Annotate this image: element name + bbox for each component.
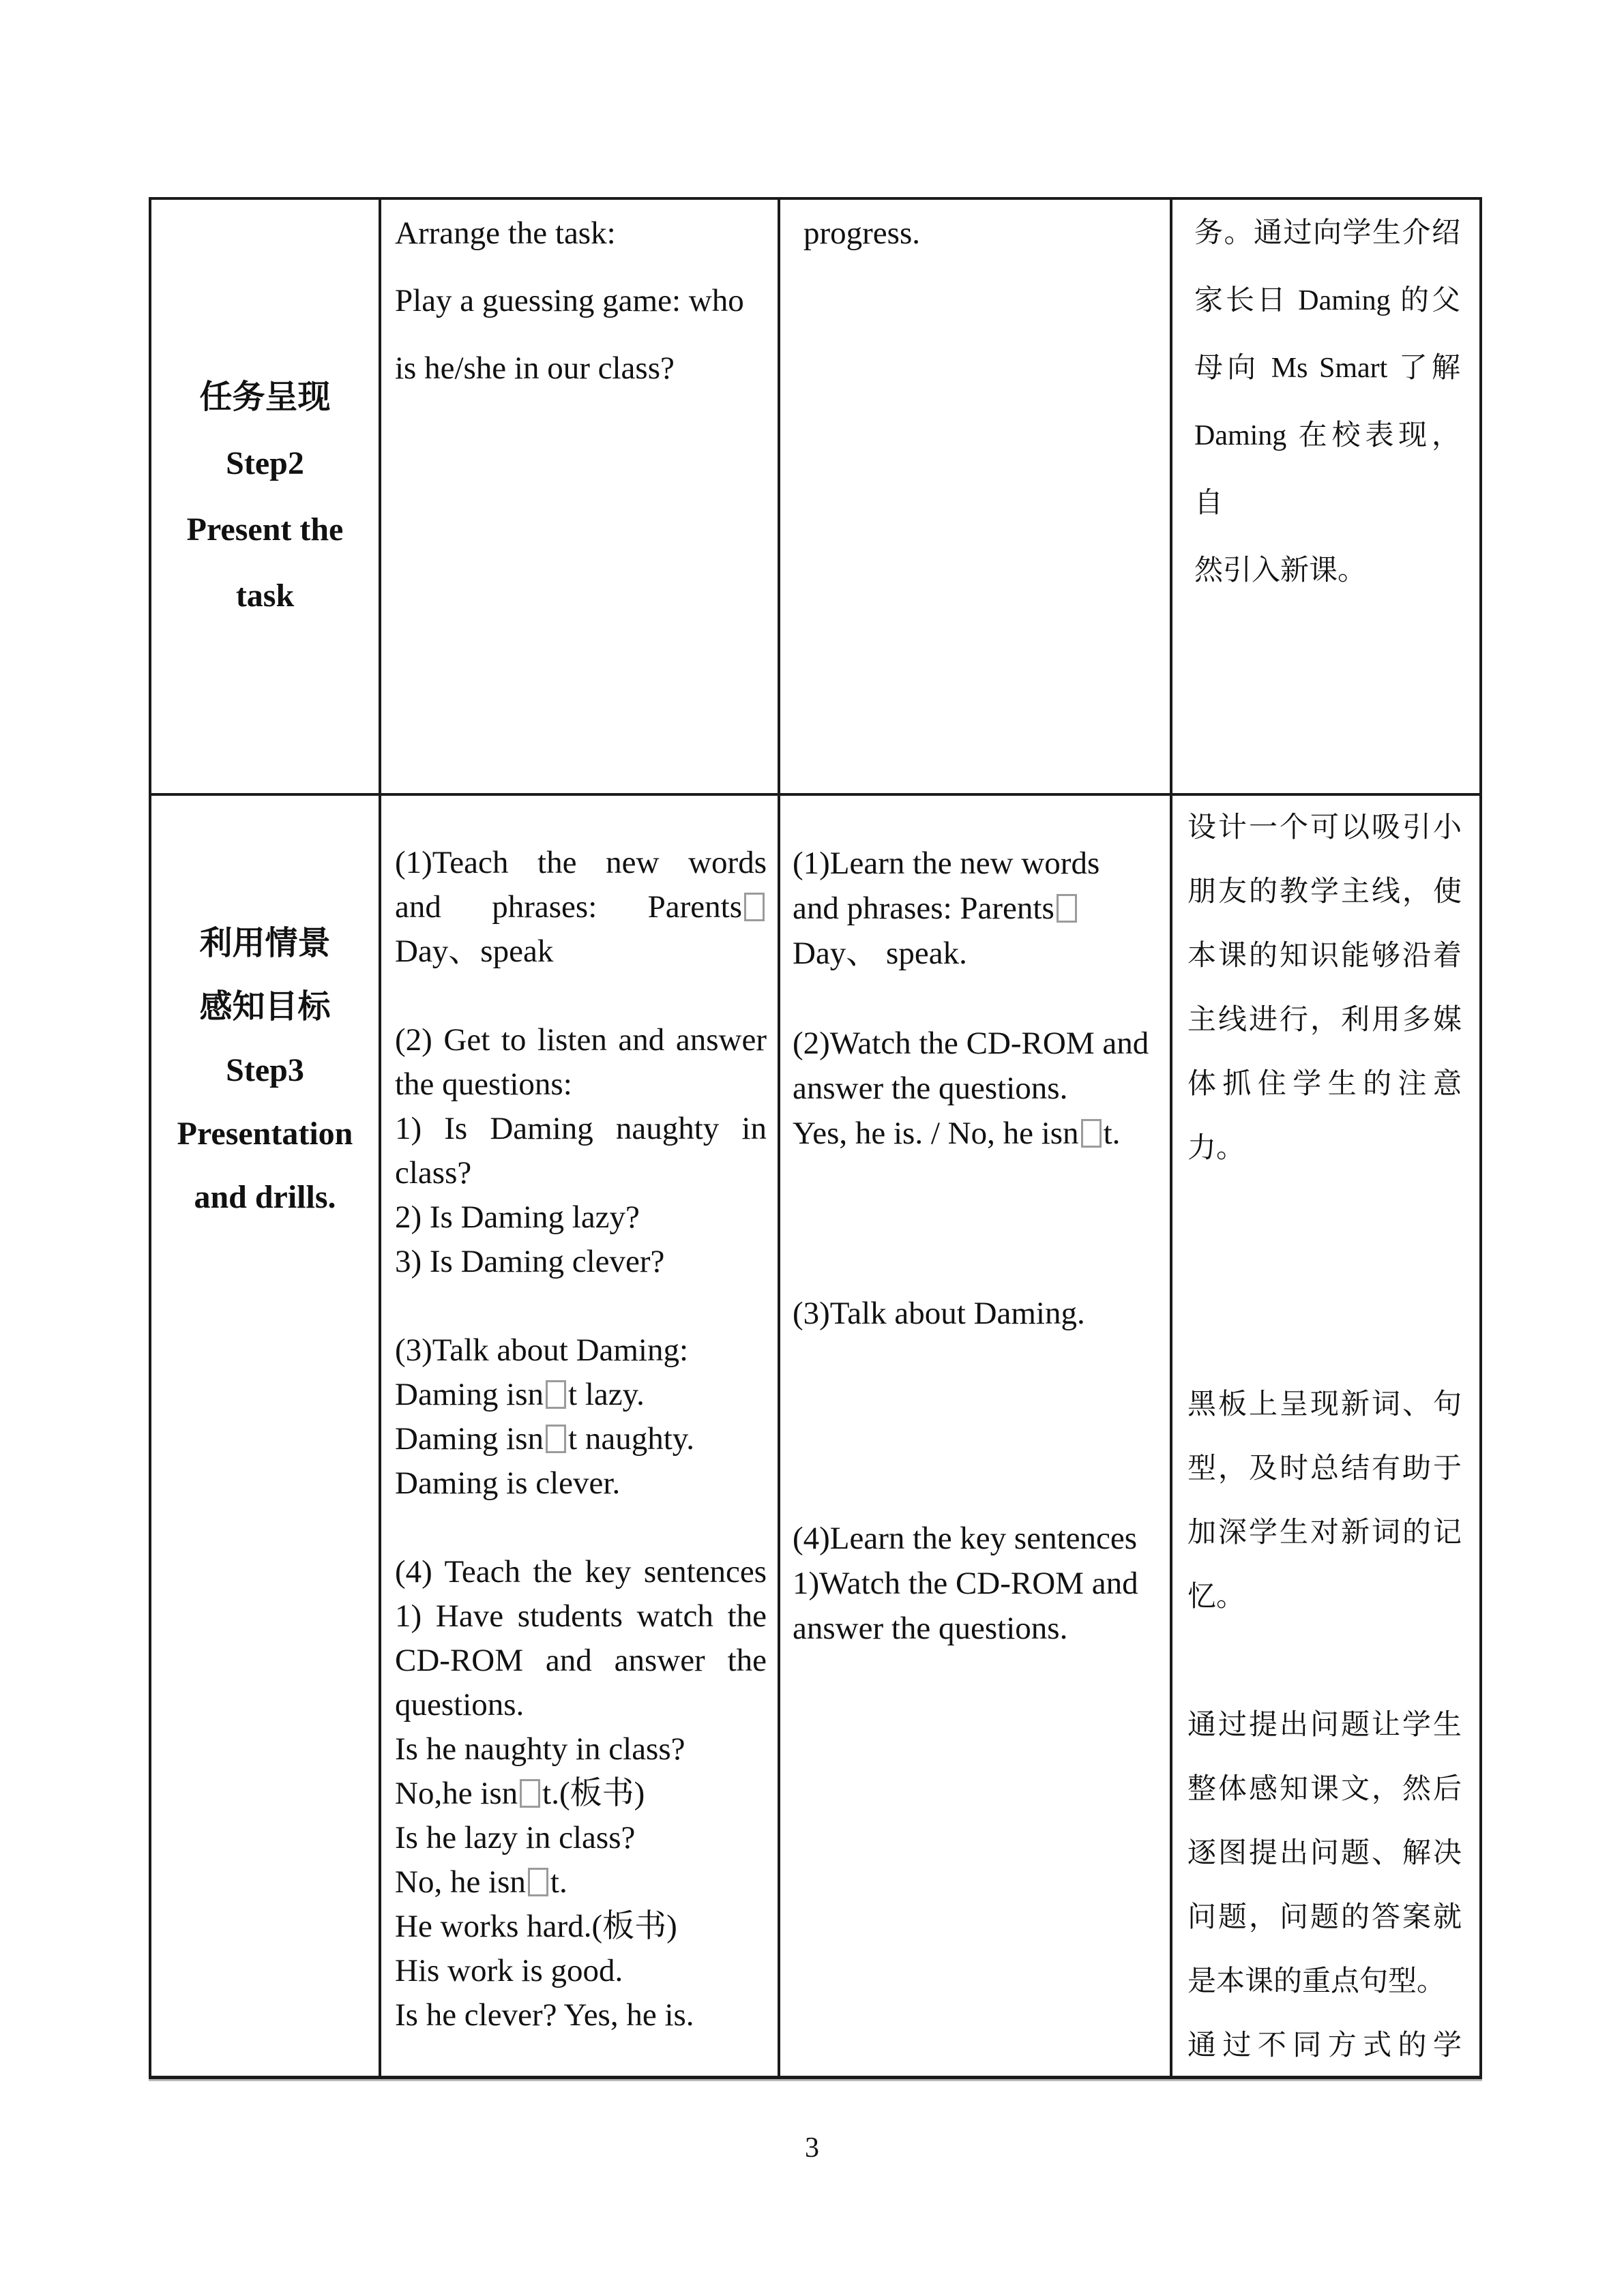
missing-glyph-box (546, 1380, 566, 1409)
text-line (793, 1471, 1153, 1516)
text-line: answer the questions. (793, 1071, 1068, 1106)
cell-student-activity-step2 (780, 200, 1172, 796)
text-line: 1) Have students watch the (395, 1598, 767, 1634)
text-line: Is he naughty in class? (395, 1731, 685, 1767)
text-line: Is he lazy in class? (395, 1820, 636, 1855)
text-line: (3)Talk about Daming: (395, 1332, 689, 1368)
text-line: and drills. (194, 1179, 336, 1215)
text-line: 设计一个可以吸引小 (1187, 812, 1462, 844)
text-line (793, 976, 1153, 1021)
text-line: 本课的知识能够沿着 (1187, 940, 1462, 972)
text-line: 家长日 Daming 的父 (1194, 285, 1460, 316)
text-line: No,he isn t.(板书) (395, 1776, 645, 1811)
text-line: No, he isn t. (395, 1864, 567, 1900)
text-line: Is he clever? Yes, he is. (395, 1997, 694, 2033)
text-line: 型，及时总结有助于 (1187, 1453, 1462, 1485)
text-line: 是本课的重点句型。 (1187, 1966, 1446, 1997)
text-line (793, 1201, 1153, 1246)
text-line: Daming isn t lazy. (395, 1377, 645, 1412)
text-line (793, 1336, 1153, 1381)
missing-glyph-box (1057, 894, 1077, 923)
text-line: 体抓住学生的注意 (1187, 1069, 1462, 1100)
text-line (793, 1156, 1153, 1201)
text-line: 然引入新课。 (1194, 555, 1367, 586)
text-line: 黑板上呈现新词、句 (1187, 1389, 1462, 1420)
text-line: Play a guessing game: who (395, 283, 744, 318)
text-line (793, 1246, 1153, 1291)
text-line: task (235, 578, 295, 614)
missing-glyph-box (528, 1868, 548, 1896)
text-line: Yes, he is. / No, he isn t. (793, 1116, 1121, 1151)
text-line: 逐图提出问题、解决 (1187, 1838, 1462, 1869)
text-line: 通过提出问题让学生 (1187, 1710, 1462, 1741)
text-line: the questions: (395, 1067, 572, 1102)
text-line: questions. (395, 1687, 525, 1723)
text-line: answer the questions. (793, 1611, 1068, 1646)
text-line: Step3 (226, 1052, 304, 1088)
text-line: 整体感知课文，然后 (1187, 1774, 1462, 1805)
text-line: Presentation (177, 1116, 353, 1152)
text-line: 任务呈现 (199, 379, 331, 415)
text-line: (2) Get to listen and answer (395, 1022, 767, 1058)
missing-glyph-box (744, 893, 765, 921)
text-line (395, 1506, 767, 1550)
text-line: 母向 Ms Smart 了解 (1194, 353, 1460, 384)
text-line: Day、speak (395, 934, 554, 969)
text-line: Step2 (226, 445, 304, 481)
text-line: 1)Watch the CD-ROM and (793, 1566, 1138, 1601)
cell-stage-step2 (151, 200, 381, 796)
text-line (1187, 1244, 1462, 1309)
text-line: Daming 在校表现，自 (1194, 420, 1460, 519)
text-line: 感知目标 (199, 989, 331, 1025)
text-line: 1) Is Daming naughty in (395, 1111, 767, 1146)
text-line (1187, 1180, 1462, 1244)
page-number: 3 (805, 2132, 819, 2164)
text-line: Present the (186, 511, 344, 548)
text-line: 忆。 (1187, 1581, 1245, 1613)
text-line: class? (395, 1155, 472, 1191)
text-line (793, 1426, 1153, 1471)
text-line: 利用情景 (199, 925, 331, 961)
text-line: He works hard.(板书) (395, 1909, 677, 1944)
text-line: progress. (803, 215, 920, 251)
text-line: His work is good. (395, 1953, 623, 1988)
missing-glyph-box (1081, 1119, 1102, 1148)
cell-teacher-activity-step2 (381, 200, 780, 796)
text-line: (2)Watch the CD-ROM and (793, 1026, 1149, 1061)
text-line: Daming isn t naughty. (395, 1421, 694, 1457)
text-line: 朋友的教学主线，使 (1187, 876, 1462, 908)
text-line: is he/she in our class? (395, 351, 675, 386)
lesson-plan-table (149, 197, 1482, 2079)
text-line: and phrases: Parents (793, 886, 1153, 931)
text-line: 3) Is Daming clever? (395, 1244, 665, 1279)
text-line: 力。 (1187, 1133, 1245, 1164)
text-line: (4)Learn the key sentences (793, 1521, 1137, 1556)
text-line: (1)Teach the new words (395, 845, 767, 880)
text-line: 主线进行，利用多媒 (1187, 1004, 1462, 1036)
text-line (793, 1381, 1153, 1426)
text-line: 问题，问题的答案就 (1187, 1902, 1462, 1933)
text-line: Daming is clever. (395, 1465, 621, 1501)
text-line: (3)Talk about Daming. (793, 1296, 1085, 1331)
text-line: 2) Is Daming lazy? (395, 1199, 640, 1235)
text-line: Arrange the task: (395, 215, 616, 251)
text-line (395, 1284, 767, 1328)
text-line: Day、 speak. (793, 936, 967, 971)
cell-design-purpose-step2 (1172, 200, 1479, 796)
text-line (395, 974, 767, 1018)
text-line (1187, 1309, 1462, 1373)
cell-design-purpose-step3 (1172, 796, 1479, 2076)
text-line: and phrases: Parents (395, 885, 767, 929)
text-line: 通过不同方式的学 (1187, 2030, 1462, 2061)
missing-glyph-box (520, 1779, 540, 1808)
text-line (1187, 1629, 1462, 1693)
cell-stage-step3 (151, 796, 381, 2076)
text-line: (4) Teach the key sentences (395, 1554, 767, 1590)
text-line: 加深学生对新词的记 (1187, 1517, 1462, 1549)
text-line: 务。通过向学生介绍 (1194, 218, 1460, 249)
text-line: (1)Learn the new words (793, 846, 1100, 881)
missing-glyph-box (546, 1425, 566, 1453)
text-line: CD-ROM and answer the (395, 1643, 767, 1678)
cell-student-activity-step3 (780, 796, 1172, 2076)
cell-teacher-activity-step3 (381, 796, 780, 2076)
